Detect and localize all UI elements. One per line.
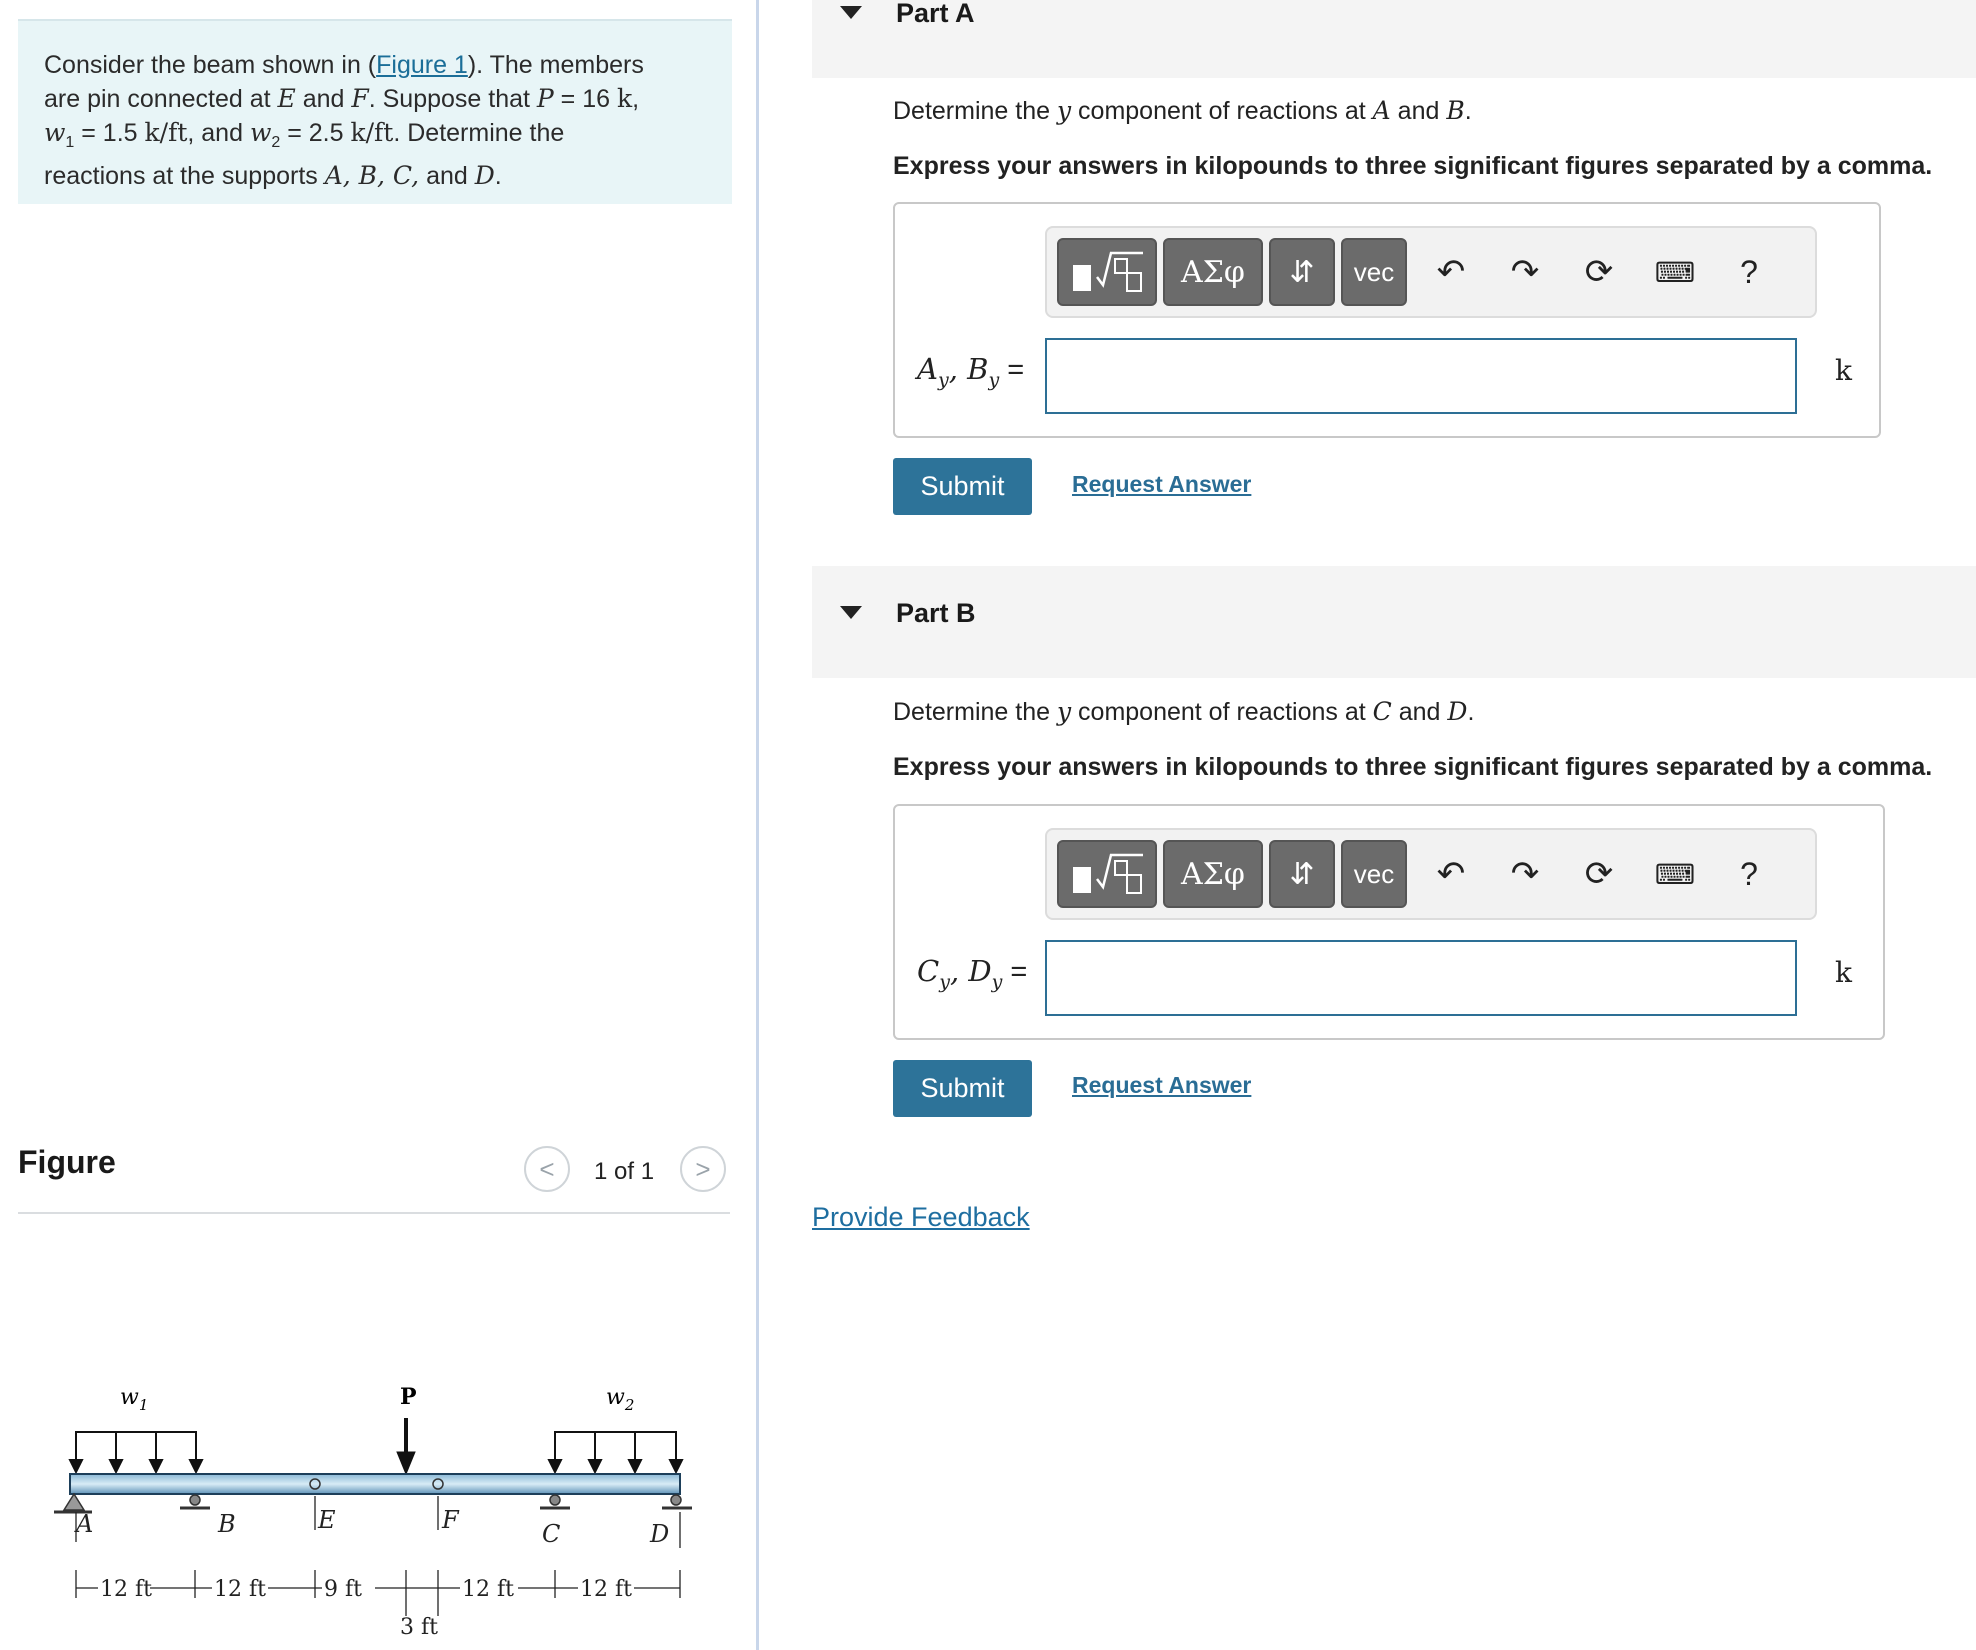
part-a-header[interactable] [812, 0, 1976, 78]
part-a-unit: k [1835, 354, 1852, 387]
problem-line-2: are pin connected at E and F. Suppose that P = 16 k, [44, 84, 640, 113]
dim-A-B: 12 ft [100, 1577, 152, 1602]
reset-icon[interactable]: ⟳ [1584, 253, 1614, 291]
problem-line-3: $w_1 = 1.5$ k/ft, and $w_2 = 2.5$ k/ft. Determine the [44, 118, 565, 151]
caret-down-icon [840, 6, 862, 19]
reset-icon[interactable]: ⟳ [1584, 855, 1614, 893]
part-a-question: Determine the y component of reactions at A and B. [893, 96, 1472, 125]
vec-button[interactable]: vec [1341, 238, 1407, 306]
part-b-title: Part B [896, 598, 976, 628]
dim-P-F: 3 ft [400, 1615, 438, 1640]
greek-symbols-button[interactable]: ΑΣφ [1163, 238, 1263, 306]
left-panel [0, 0, 758, 1650]
redo-icon[interactable]: ↷ [1510, 253, 1540, 291]
P-label: P [400, 1384, 417, 1410]
provide-feedback-link[interactable]: Provide Feedback [812, 1202, 1030, 1232]
undo-icon[interactable]: ↶ [1436, 253, 1466, 291]
panel-divider [756, 0, 759, 1650]
part-a-request-answer-link[interactable]: Request Answer [1072, 471, 1252, 497]
part-a-submit-button[interactable]: Submit [893, 458, 1032, 515]
figure-divider [18, 1212, 730, 1214]
w2-label: $w_2$ [606, 1385, 635, 1414]
w1-label: $w_1$ [120, 1385, 149, 1414]
part-b-answer-input[interactable] [1045, 940, 1797, 1016]
help-button[interactable]: ? [1740, 855, 1758, 892]
dim-B-E: 12 ft [214, 1577, 266, 1602]
subscript-arrows-button[interactable]: ⇵ [1269, 238, 1335, 306]
part-b-request-answer-link[interactable]: Request Answer [1072, 1072, 1252, 1098]
templates-button[interactable] [1057, 840, 1157, 908]
w1-distributed-load [70, 1432, 202, 1472]
part-b-submit-button[interactable]: Submit [893, 1060, 1032, 1117]
part-b-unit: k [1835, 956, 1852, 989]
support-C [540, 1495, 570, 1508]
math-toolbar [1045, 828, 1817, 920]
dim-C-D: 12 ft [580, 1577, 632, 1602]
problem-line-1: Consider the beam shown in (Figure 1). The members [44, 51, 644, 79]
undo-icon[interactable]: ↶ [1436, 855, 1466, 893]
chevron-left-icon: < [539, 1153, 555, 1184]
part-b-header[interactable] [812, 566, 1976, 678]
label-A: A [76, 1510, 94, 1538]
part-b-answer-label: $C_y$, $D_y$ = [917, 954, 1028, 993]
help-button[interactable]: ? [1740, 253, 1758, 290]
caret-down-icon [840, 606, 862, 619]
label-F: F [442, 1506, 459, 1534]
part-a-instruction: Express your answers in kilopounds to three significant figures separated by a comma. [893, 152, 1933, 180]
part-a-title: Part A [896, 0, 975, 28]
chevron-right-icon: > [695, 1153, 711, 1184]
label-B: B [218, 1510, 236, 1538]
keyboard-icon[interactable]: ⌨ [1654, 256, 1696, 288]
problem-line-4: reactions at the supports A, B, C, and D. [44, 161, 502, 190]
figure-link[interactable]: Figure 1 [376, 51, 468, 79]
problem-statement [18, 19, 732, 204]
math-toolbar [1045, 226, 1817, 318]
greek-symbols-button[interactable]: ΑΣφ [1163, 840, 1263, 908]
fraction-root-template-icon [1067, 849, 1147, 899]
support-D [662, 1495, 692, 1508]
part-b-question: Determine the y component of reactions at C and D. [893, 697, 1475, 726]
label-D: D [650, 1520, 670, 1548]
part-a-answer-box [893, 202, 1881, 438]
P-point-load [397, 1418, 415, 1474]
figure-title: Figure [18, 1144, 116, 1180]
label-E: E [318, 1506, 336, 1534]
subscript-arrows-button[interactable]: ⇵ [1269, 840, 1335, 908]
dim-F-C: 12 ft [462, 1577, 514, 1602]
redo-icon[interactable]: ↷ [1510, 855, 1540, 893]
part-b-instruction: Express your answers in kilopounds to three significant figures separated by a comma. [893, 753, 1933, 781]
dim-E-P: 9 ft [324, 1577, 362, 1602]
support-B [180, 1495, 210, 1508]
figure-pager-count: 1 of 1 [594, 1158, 655, 1185]
beam [70, 1474, 680, 1494]
w2-distributed-load [549, 1432, 682, 1472]
keyboard-icon[interactable]: ⌨ [1654, 858, 1696, 890]
part-a-answer-input[interactable] [1045, 338, 1797, 414]
next-figure-button[interactable] [680, 1146, 726, 1192]
templates-button[interactable] [1057, 238, 1157, 306]
label-C: C [542, 1520, 561, 1548]
part-a-answer-label: $A_y$, $B_y$ = [917, 352, 1025, 391]
prev-figure-button[interactable] [524, 1146, 570, 1192]
vec-button[interactable]: vec [1341, 840, 1407, 908]
beam-figure [40, 1380, 720, 1640]
fraction-root-template-icon [1067, 247, 1147, 297]
part-b-answer-box [893, 804, 1885, 1040]
